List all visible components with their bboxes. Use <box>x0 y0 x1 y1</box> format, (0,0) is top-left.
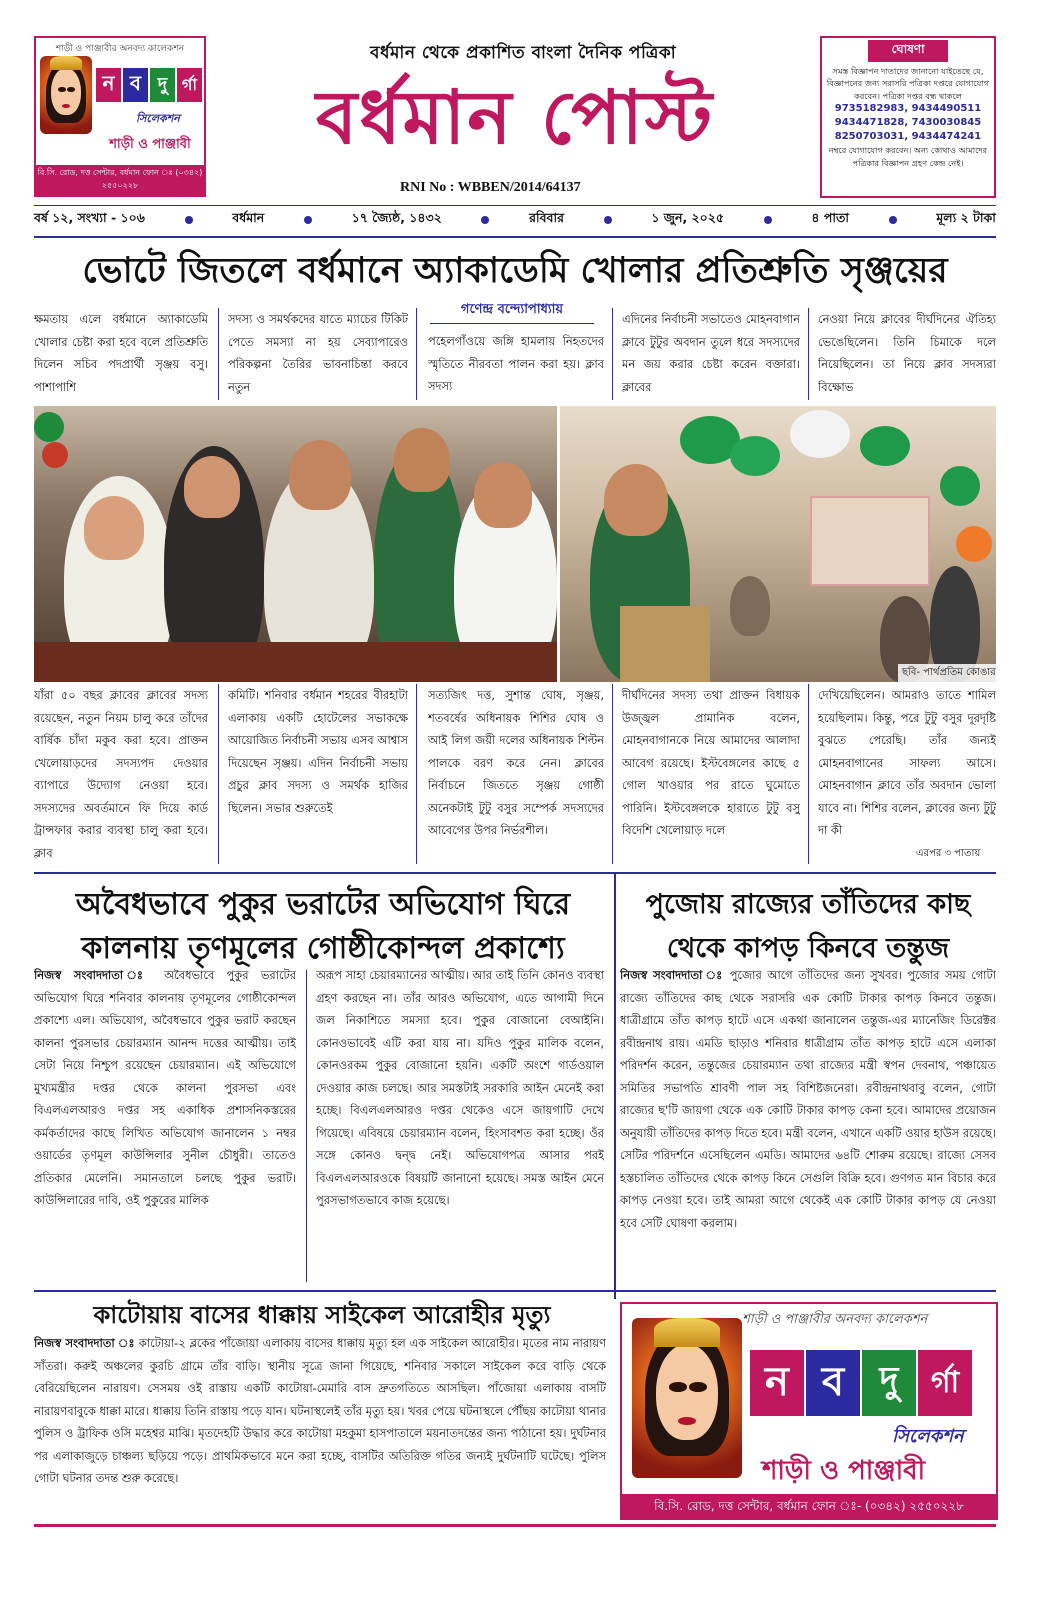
rule <box>34 1290 996 1292</box>
column-divider <box>218 684 219 864</box>
column-divider <box>612 684 613 864</box>
column-divider <box>808 308 809 400</box>
ad-subtitle: শাড়ী ও পাঞ্জাবী <box>762 1456 926 1486</box>
notice-box <box>820 36 996 198</box>
goddess-image <box>40 56 92 134</box>
lead-bottom-col-1: যাঁরা ৫০ বছর ক্লাবের ক্লাবের সদস্য রয়েছেন, নতুন নিয়ম চালু করে তাঁদের বার্ষিক চাঁদা মকুব করা হবে। প্রাক্তন খেলোয়াড়দের সদস্যপদ দেওয়ার ব্যাপারে উদ্যোগ নেওয়া হবে। সদস্যদের অবর্তমানে ফি দিয়ে কার্ড ট্রান্সফার করার ব্যবস্থা চালু করা হবে। ক্লাব <box>34 688 208 860</box>
logo-letter: র্গা <box>177 68 202 102</box>
ad-logo <box>750 1350 972 1416</box>
column-divider <box>306 970 307 1282</box>
ad-tagline: শাড়ী ও পাঞ্জাবীর অনবদ্য কালেকশন <box>55 44 185 54</box>
reporter-tag: নিজস্ব সংবাদদাতা ঃ <box>34 968 152 982</box>
story2-col-1 <box>34 964 296 1286</box>
photo-credit: ছবি- পার্থপ্রতিম কোঙার <box>898 664 1000 683</box>
column-divider <box>416 684 417 864</box>
rule <box>34 236 996 238</box>
date: ১ জুন, ২০২৫ <box>651 210 725 225</box>
rni-number: RNI No : WBBEN/2014/64137 <box>400 180 581 195</box>
logo-letter: ব <box>123 68 148 102</box>
ad-subtitle: শাড়ী ও পাঞ্জাবী <box>109 137 191 152</box>
lead-bottom-col-3: সত্যজিৎ দত্ত, সুশান্ত ঘোষ, সৃঞ্জয়, শতবর্ষের অধিনায়ক শিশির ঘোষ ও আই লিগ জয়ী দলের অধিনায়ক শিল্টন পালকে বরণ করে নেন। ক্লাবের নির্বাচনে জিততে সৃঞ্জয় গোষ্ঠী অনেকটাই টুটু বসুর সম্পের্ক সদস্যদের আবেগের উপর নির্ভরশীল। <box>428 688 604 837</box>
lead-bottom-col-2: কমিটি। শনিবার বর্ধমান শহরের বীরহাটা এলাকায় একটি হোটেলের সভাকক্ষে আয়োজিত নির্বাচনী সভায় এসব আশ্বাস দিয়েছেন সৃঞ্জয়। এদিন নির্বাচনী সভায় প্রচুর ক্লাব সদস্য ও সমর্থক হাজির ছিলেন। সভার শুরুতেই <box>228 688 408 815</box>
notice-phone: 8250703031, 9434474241 <box>834 131 982 143</box>
story3-body: পুজোর আগে তাঁতিদের জন্য সুখবর। পুজোর সময় গোটা রাজ্যে তাঁতিদের কাছ থেকে সরাসরি এক কোটি টাকার কাপড় কিনবে তন্তুজ। ধাত্রীগ্রামে তাঁত কাপড় হাটে এসে একথা জানালেন তন্তুজ-এর ম্যানেজিং ডিরেক্টর রবীন্দ্রনাথ রায়। এমডি ছাড়াও শনিবার ধাত্রীগ্রাম তাঁত কাপড় হাটে এসে এলাকা পরিদর্শন করেন, তন্তুজের চেয়ারম্যান তথা রাজ্যের মন্ত্রী স্বপন দেবনাথ, পঞ্চায়েত সমিতির সভাপতি শ্রাবণী পাল সহ বিশিষ্টজনেরা। রবীন্দ্রনাথবাবু বলেন, গোটা রাজ্যের ছ'টি জায়গা থেকে এক কোটি টাকার কাপড় কেনা হবে। আমাদের প্রয়োজন অনুযায়ী তাঁতিদের কাপড় দিতে হবে। মন্ত্রী বলেন, এখানে একটি ওয়ার হাউস রয়েছে। সেটির পরিদর্শনে এসেছিলেন এমডি। আমাদের ৬৪টি শোরুম রয়েছে। রাজ্যে সেসব হস্তচালিত তাঁতিদের থেকে কাপড় কিনে সেগুলি বিক্রি হবে। গুণগত মান বিচার করে কাপড় নেওয়া হবে। তাই আমরা আগে থেকেই এক কোটি টাকার কাপড় যে নেওয়া হবে সেটি ঘোষণা করলাম। <box>620 968 996 1230</box>
logo-letter: র্গা <box>918 1350 972 1416</box>
bullet-icon <box>604 216 612 224</box>
ad-address: বি.সি. রোড, দত্ত সেন্টার, বর্ধমান ফোন ঃ- (০৩৪২) ২৫৫০২২৮ <box>622 1494 996 1518</box>
bullet-icon <box>185 216 193 224</box>
bullet-icon <box>481 216 489 224</box>
place: বর্ধমান <box>232 210 265 225</box>
story2-headline-line2[interactable]: কালনায় তৃণমূলের গোষ্ঠীকোন্দল প্রকাশ্যে <box>81 931 565 966</box>
ad-selection: সিলেকশন <box>136 112 180 125</box>
notice-phone: 9434471828, 7430030845 <box>834 117 982 129</box>
byline: গণেন্দ্র বন্দ্যোপাধ্যায় <box>430 300 594 324</box>
rule <box>34 205 996 206</box>
ad-tagline: শাড়ী ও পাঞ্জাবীর অনবদ্য কালেকশন <box>742 1312 928 1327</box>
lead-bottom-col-4: দীর্ঘদিনের সদস্য তথা প্রাক্তন বিধায়ক উজ্জ্বল প্রামানিক বলেন, মোহনবাগানকে নিয়ে আমাদের আলাদা আবেগ রয়েছে। ইস্টবেঙ্গলের কাছে ৫ গোল খাওয়ার পর রাতে ঘুমোতে পারিনি। ইস্টবেঙ্গলকে হারাতে টুটু বসু বিদেশি খেলোয়াড় দলে <box>622 688 800 837</box>
story3-col <box>620 964 996 1288</box>
continued-note[interactable]: এরপর ৩ পাতায় <box>916 848 981 859</box>
lead-top-col-3: পহেলগাঁওয়ে জঙ্গি হামলায় নিহতদের স্মৃতিতে নীরবতা পালন করা হয়। ক্লাব সদস্য <box>428 334 604 393</box>
lead-top-col-1: ক্ষমতায় এলে বর্ধমানে অ্যাকাডেমি খোলার চেষ্টা করা হবে বলে প্রতিশ্রুতি দিলেন সচিব পদপ্রার্থী সৃঞ্জয় বসু। পাশাপাশি <box>34 312 208 394</box>
story4-body: কাটোয়া-২ ব্লকের পাঁজোয়া এলাকায় বাসের ধাক্কায় মৃত্যু হল এক সাইকেল আরোহীর। মৃতের নাম নারায়ণ সাঁতরা। করুই অঞ্চলের কুরচি গ্রামে তাঁর বাড়ি। স্থানীয় সূত্রে জানা গিয়েছে, শনিবার সকালে সাইকেল করে বাড়ি থেকে বেরিয়েছিলেন নারায়ণ। সেসময় ওই রাস্তায় একটি কাটোয়া-মেমারি বাস দ্রুতগতিতে আসছিল। পাঁজোয়া এলাকায় বাসটি নারায়ণবাবুকে ধাক্কা মারে। ধাক্কায় তিনি রাস্তায় পড়ে যান। ঘটনাস্থলেই তাঁর মৃত্যু হয়। খবর পেয়ে ঘটনাস্থলে পৌঁছয় কাটোয়া থানার পুলিস ও ট্রাফিক ওসি মহেশ্বর মাঝি। মৃতদেহটি উদ্ধার করে কাটোয়া মহকুমা হাসপাতালে ময়নাতদন্তের জন্য পাঠানো হয়। দুর্ঘটনার পর এলাকাজুড়ে চাঞ্চল্য ছড়িয়ে পড়ে। প্রাথমিকভাবে মনে করা হচ্ছে, বাসটির অতিরিক্ত গতির জন্যই দুর্ঘটনাটি ঘটেছে। পুলিস গোটা ঘটনার তদন্ত শুরু করেছে। <box>34 1336 606 1485</box>
lead-top-col-4: এদিনের নির্বাচনী সভাতেও মোহনবাগান ক্লাবে টুটুর অবদান তুলে ধরে সদস্যদের মন জয় করার চেষ্টা করেন বক্তারা। ক্লাবের <box>622 312 800 394</box>
column-divider <box>218 308 219 400</box>
ad-address: বি.সি. রোড, দত্ত সেন্টার, বর্ধমান ফোন ঃ (০৩৪২) ২৫৫০২২৮ <box>36 165 204 195</box>
paper-title: বর্ধমান পোস্ট <box>315 75 715 161</box>
story3-headline-line2[interactable]: থেকে কাপড় কিনবে তন্তুজ <box>666 933 950 964</box>
bullet-icon <box>304 216 312 224</box>
lead-top-col-5: নেওয়া নিয়ে ক্লাবের দীর্ঘদিনের ঐতিহ্য ভেঙেছিলেন। তিনি চিমাকে দলে নিয়েছিলেন। তা নিয়ে ক্লাব সদস্যরা বিক্ষোভ <box>818 312 996 394</box>
logo-letter: ন <box>96 68 121 102</box>
lead-photo-speech[interactable] <box>560 406 996 682</box>
lead-headline[interactable]: ভোটে জিতলে বর্ধমানে অ্যাকাডেমি খোলার প্রতিশ্রুতি সৃঞ্জয়ের <box>82 250 948 291</box>
weekday: রবিবার <box>529 210 564 225</box>
dateline <box>34 212 996 228</box>
lead-photo-cake-cutting[interactable] <box>34 406 557 682</box>
notice-title: ঘোষণা <box>868 40 948 62</box>
rule <box>34 872 996 874</box>
bullet-icon <box>889 216 897 224</box>
notice-text: নম্বরে যোগাযোগ করবেন। অন্য কোথাও আমাদের পত্রিকার বিজ্ঞাপন গ্রহণ কেন্দ্র নেই। <box>828 145 988 168</box>
ad-logo <box>96 68 202 102</box>
column-divider <box>416 308 417 400</box>
ad-selection: সিলেকশন <box>892 1426 964 1447</box>
price: মূল্য ২ টাকা <box>936 210 996 225</box>
story2-headline-line1[interactable]: অবৈধভাবে পুকুর ভরাটের অভিযোগ ঘিরে <box>75 887 571 922</box>
story2-body-1: অবৈধভাবে পুকুর ভরাটের অভিযোগ ঘিরে শনিবার কালনায় তৃণমূলের গোষ্ঠীকোন্দল প্রকাশ্যে এল। অভিযোগ, অবৈধভাবে পুকুর ভরাট করছেন কালনা পুরসভার চেয়ারম্যান আনন্দ দত্তের আত্মীয়। তাই সেটা নিয়ে নিশ্চুপ রয়েছেন চেয়ারম্যান। এই অভিযোগে মুখ্যমন্ত্রীর দপ্তর থেকে কালনা পুরসভা এবং বিএলএলআরও দপ্তর সহ একাধিক প্রশাসনিকস্তরের কর্মকর্তাদের কাছে লিখিত অভিযোগ জানালেন ১ নম্বর ওয়ার্ডের তৃণমূল কাউন্সিলার সুনীল চৌধুরী। তাতেও প্রতিকার মেলেনি। সমানতালে চলছে পুকুর ভরাট। কাউন্সিলারের দাবি, ওই পুকুরের মালিক <box>34 968 296 1207</box>
section-divider <box>614 874 616 1299</box>
logo-letter: দু <box>862 1350 916 1416</box>
ad-navadurga-bottom[interactable] <box>620 1302 998 1520</box>
goddess-image <box>632 1318 742 1478</box>
page-count: ৪ পাতা <box>811 210 849 225</box>
story4-col <box>34 1332 606 1514</box>
bullet-icon <box>764 216 772 224</box>
notice-text: সমস্ত বিজ্ঞাপন দাতাদের জানানো যাইতেছে যে, বিজ্ঞাপনের জন্য সরাসরি পত্রিকা দপ্তরে যোগাযোগ করবেন। পত্রিকা দপ্তর বন্ধ থাকলে <box>826 66 990 101</box>
notice-phone: 9735182983, 9434490511 <box>834 103 982 115</box>
volume: বর্ষ ১২, সংখ্যা - ১০৬ <box>34 210 145 225</box>
logo-letter: দু <box>150 68 175 102</box>
logo-letter: ন <box>750 1350 804 1416</box>
story3-headline-line1[interactable]: পুজোয় রাজ্যের তাঁতিদের কাছ <box>645 889 971 920</box>
story4-headline[interactable]: কাটোয়ায় বাসের ধাক্কায় সাইকেল আরোহীর মৃত্যু <box>93 1300 551 1329</box>
story2-col-2: অরূপ সাহা চেয়ারম্যানের আত্মীয়। আর তাই তিনি কোনও ব্যবস্থা গ্রহণ করছেন না। তাঁর আরও অভিযোগ, এতে আগামী দিনে জল নিকাশিতে সমস্যা হবে। পুকুর বোজানো বেআইনি। কোনওভাবেই এটি করা যায় না। যদিও পুকুর মালিক বলেন, কোনওরকম পুকুর বোজানো হয়নি। একটি অংশে গার্ডওয়াল দেওয়ার কাজ চলছে। আর সমস্তটাই সরকারি আইন মেনেই করা হচ্ছে। বিএলএলআরও দপ্তর থেকেও এসে জায়গাটি দেখে গিয়েছে। এবিষয়ে চেয়ারম্যান বলেন, হিংসাবশত করা হচ্ছে। ওঁর সঙ্গে কোনও দ্বন্দ্ব নেই। অভিযোগপত্র আসার পরই বিএলএলআরওকে বিষয়টি জানানো হয়েছে। সমস্ত আইন মেনে পুরসভাগতভাবে কাজ হয়েছে। <box>316 968 604 1207</box>
reporter-tag: নিজস্ব সংবাদদাতা ঃ <box>620 968 725 982</box>
reporter-tag: নিজস্ব সংবাদদাতা ঃ <box>34 1336 135 1350</box>
lead-top-col-2: সদস্য ও সমর্থকদের যাতে ম্যাচের টিকিট পেতে সমস্যা না হয় সেব্যাপারেও পরিকল্পনা তৈরির ভাবনাচিন্তা করবে নতুন <box>228 312 408 394</box>
paper-tagline: বর্ধমান থেকে প্রকাশিত বাংলা দৈনিক পত্রিকা <box>370 43 677 63</box>
bengali-date: ১৭ জ্যৈষ্ঠ, ১৪৩২ <box>351 210 442 225</box>
rule <box>34 1524 996 1527</box>
column-divider <box>808 684 809 864</box>
logo-letter: ব <box>806 1350 860 1416</box>
column-divider <box>612 308 613 400</box>
lead-bottom-col-5: দেখিয়েছিলেন। আমরাও তাতে শামিল হয়েছিলাম। কিন্তু, পরে টুটু বসুর দূরদৃষ্টি বুঝতে পেরেছি। তাঁর জন্যই মোহনবাগানের সাফল্য আসে। মোহনবাগান ক্লাবে তাঁর অবদান ভোলা যাবে না। শিশির বলেন, ক্লাবের জন্য টুটু দা কী <box>818 688 996 837</box>
ad-navadurga-top[interactable] <box>34 36 206 197</box>
